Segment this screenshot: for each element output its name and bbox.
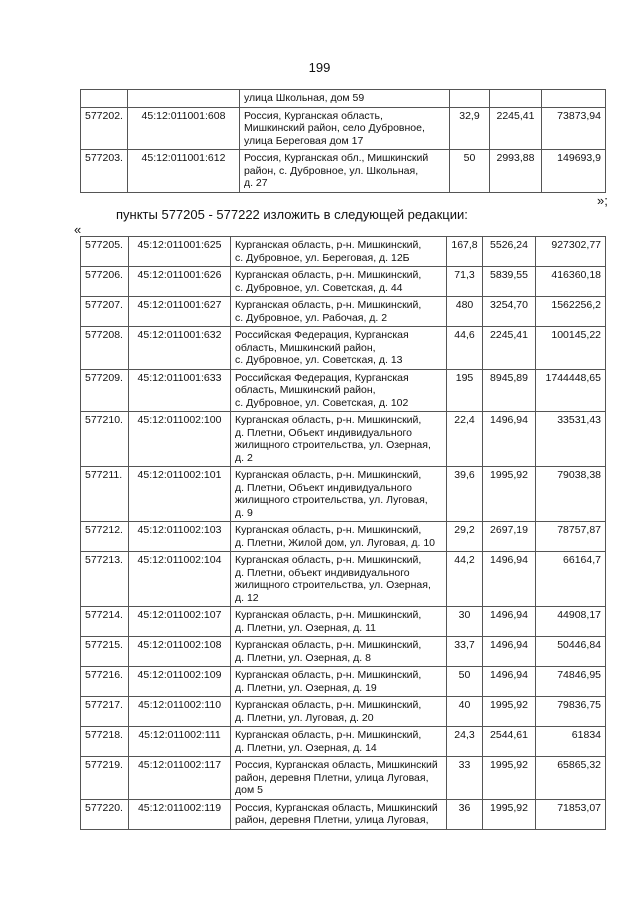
address-line: Курганская область, р-н. Мишкинский,	[235, 469, 422, 481]
table-row	[81, 327, 606, 370]
cell-area: 33,7	[447, 637, 483, 667]
table-row	[81, 267, 606, 297]
cell-cadastral-value: 50446,84	[536, 637, 606, 667]
cell-cadastral-value: 65865,32	[536, 757, 606, 800]
address-line: Российская Федерация, Курганская	[235, 329, 409, 341]
address-line: д. Плетни, Жилой дом, ул. Луговая, д. 10	[235, 536, 436, 549]
address-line: д. 9	[235, 506, 253, 519]
cell-rate: 5839,55	[483, 267, 536, 297]
address-line: д. 12	[235, 591, 259, 604]
cell-rate: 1496,94	[483, 637, 536, 667]
address-line: Россия, Курганская область,	[243, 109, 383, 122]
address-line: область, Мишкинский район,	[235, 384, 376, 396]
cell-cadastral-number: 45:12:011001:625	[129, 237, 231, 267]
cell-cadastral-value: 100145,22	[536, 327, 606, 370]
address-line: Курганская область, р-н. Мишкинский,	[235, 639, 422, 651]
cell-cadastral-value: 33531,43	[536, 412, 606, 467]
cell-item-number: 577203.	[81, 150, 128, 193]
cell-cadastral-value: 61834	[536, 727, 606, 757]
address-line: д. Плетни, Объект индивидуального	[235, 426, 412, 439]
cell-rate: 2993,88	[489, 150, 541, 193]
address-line: Курганская область, р-н. Мишкинский,	[235, 554, 422, 566]
table-row	[81, 107, 606, 150]
address-line: Мишкинский район, село Дубровное,	[243, 122, 425, 134]
cell-cadastral-number: 45:12:011002:119	[129, 799, 231, 829]
address-line: Россия, Курганская обл., Мишкинский	[243, 152, 429, 164]
cell-cadastral-number	[127, 90, 239, 108]
address-line: Россия, Курганская область, Мишкинский	[235, 801, 438, 814]
cell-address	[231, 237, 447, 267]
table-row	[81, 150, 606, 193]
cell-cadastral-number: 45:12:011001:626	[129, 267, 231, 297]
cell-cadastral-value: 1744448,65	[536, 369, 606, 412]
cell-address	[231, 267, 447, 297]
cell-address	[239, 90, 449, 108]
cell-cadastral-value: 44908,17	[536, 607, 606, 637]
cell-area: 32,9	[449, 107, 489, 150]
cell-rate: 1496,94	[483, 412, 536, 467]
cell-cadastral-number: 45:12:011001:632	[129, 327, 231, 370]
cell-address	[231, 757, 447, 800]
cell-rate	[489, 90, 541, 108]
cell-rate: 2544,61	[483, 727, 536, 757]
cell-cadastral-number: 45:12:011002:101	[129, 467, 231, 522]
address-line: с. Дубровное, ул. Рабочая, д. 2	[235, 311, 388, 324]
cell-address	[231, 327, 447, 370]
cell-cadastral-number: 45:12:011002:110	[129, 697, 231, 727]
cell-item-number: 577205.	[81, 237, 129, 267]
cell-address	[231, 412, 447, 467]
cell-address	[231, 667, 447, 697]
cell-area: 71,3	[447, 267, 483, 297]
address-line: Курганская область, р-н. Мишкинский,	[235, 524, 422, 536]
address-line: Курганская область, р-н. Мишкинский,	[235, 239, 422, 251]
page-number: 199	[308, 60, 331, 75]
table-amended-entries	[80, 236, 606, 830]
cell-rate: 3254,70	[483, 297, 536, 327]
address-line: Курганская область, р-н. Мишкинский,	[235, 729, 422, 741]
cell-rate: 1995,92	[483, 799, 536, 829]
address-line: улица Береговая дом 17	[243, 134, 364, 147]
cell-address	[231, 607, 447, 637]
cell-area: 33	[447, 757, 483, 800]
cell-item-number: 577219.	[81, 757, 129, 800]
cell-cadastral-value: 416360,18	[536, 267, 606, 297]
cell-cadastral-number: 45:12:011001:633	[129, 369, 231, 412]
cell-rate: 1995,92	[483, 467, 536, 522]
address-line: д. Плетни, ул. Озерная, д. 14	[235, 741, 377, 754]
cell-rate: 1496,94	[483, 607, 536, 637]
cell-cadastral-value: 66164,7	[536, 552, 606, 607]
address-line: с. Дубровное, ул. Советская, д. 44	[235, 281, 403, 294]
address-line: д. Плетни, ул. Озерная, д. 11	[235, 621, 376, 634]
cell-address	[231, 697, 447, 727]
cell-rate: 5526,24	[483, 237, 536, 267]
address-line: район, деревня Плетни, улица Луговая,	[235, 814, 429, 826]
table-row	[81, 637, 606, 667]
cell-item-number: 577220.	[81, 799, 129, 829]
cell-cadastral-number: 45:12:011002:109	[129, 667, 231, 697]
address-line: Россия, Курганская область, Мишкинский	[235, 759, 438, 771]
address-line: Курганская область, р-н. Мишкинский,	[235, 414, 422, 426]
cell-cadastral-value: 79038,38	[536, 467, 606, 522]
amendment-instruction: пункты 577205 - 577222 изложить в следующей редакции:	[116, 207, 468, 222]
address-line: дом 5	[235, 784, 263, 796]
cell-cadastral-value: 74846,95	[536, 667, 606, 697]
address-line: д. 27	[243, 177, 268, 189]
cell-area: 36	[447, 799, 483, 829]
table-row	[81, 757, 606, 800]
cell-cadastral-value: 71853,07	[536, 799, 606, 829]
table-previous-entries	[80, 89, 606, 193]
cell-rate: 2245,41	[489, 107, 541, 150]
cell-cadastral-number: 45:12:011001:612	[127, 150, 239, 193]
cell-cadastral-number: 45:12:011002:111	[129, 727, 231, 757]
cell-rate: 1496,94	[483, 667, 536, 697]
cell-cadastral-number: 45:12:011002:107	[129, 607, 231, 637]
cell-area: 50	[447, 667, 483, 697]
address-line: с. Дубровное, ул. Советская, д. 102	[235, 396, 409, 409]
cell-rate: 2697,19	[483, 522, 536, 552]
cell-address	[231, 467, 447, 522]
address-line: район, с. Дубровное, ул. Школьная,	[243, 164, 419, 177]
table-row	[81, 412, 606, 467]
table-row	[81, 297, 606, 327]
cell-cadastral-number: 45:12:011002:108	[129, 637, 231, 667]
cell-cadastral-value: 1562256,2	[536, 297, 606, 327]
cell-item-number: 577212.	[81, 522, 129, 552]
cell-address	[231, 637, 447, 667]
address-line: Курганская область, р-н. Мишкинский,	[235, 299, 422, 311]
cell-cadastral-value	[541, 90, 605, 108]
address-line: д. Плетни, ул. Озерная, д. 19	[235, 681, 377, 694]
cell-item-number: 577215.	[81, 637, 129, 667]
cell-address	[231, 369, 447, 412]
cell-rate: 2245,41	[483, 327, 536, 370]
cell-rate: 1995,92	[483, 697, 536, 727]
cell-item-number: 577208.	[81, 327, 129, 370]
cell-address	[231, 522, 447, 552]
address-line: район, деревня Плетни, улица Луговая,	[235, 771, 429, 784]
address-line: Курганская область, р-н. Мишкинский,	[235, 269, 422, 281]
cell-area: 30	[447, 607, 483, 637]
address-line: Российская Федерация, Курганская	[235, 371, 409, 384]
address-line: Курганская область, р-н. Мишкинский,	[235, 699, 422, 711]
cell-address	[231, 552, 447, 607]
address-line: Курганская область, р-н. Мишкинский,	[235, 609, 422, 621]
table-row	[81, 667, 606, 697]
address-line: жилищного строительства, ул. Озерная,	[235, 439, 431, 451]
cell-cadastral-number: 45:12:011002:100	[129, 412, 231, 467]
cell-area: 44,6	[447, 327, 483, 370]
opening-quote: «	[74, 222, 82, 237]
cell-area: 50	[449, 150, 489, 193]
cell-cadastral-value: 149693,9	[541, 150, 605, 193]
cell-item-number: 577210.	[81, 412, 129, 467]
address-line: жилищного строительства, ул. Луговая,	[235, 494, 428, 506]
address-line: Курганская область, р-н. Мишкинский,	[235, 669, 422, 681]
cell-area: 29,2	[447, 522, 483, 552]
cell-address	[239, 107, 449, 150]
cell-area: 22,4	[447, 412, 483, 467]
table-row	[81, 799, 606, 829]
cell-cadastral-value: 927302,77	[536, 237, 606, 267]
cell-area: 44,2	[447, 552, 483, 607]
table-row	[81, 369, 606, 412]
cell-cadastral-value: 79836,75	[536, 697, 606, 727]
address-line: с. Дубровное, ул. Береговая, д. 12Б	[235, 251, 410, 264]
cell-item-number: 577218.	[81, 727, 129, 757]
table-row	[81, 607, 606, 637]
cell-cadastral-number: 45:12:011002:104	[129, 552, 231, 607]
address-line: д. Плетни, Объект индивидуального	[235, 481, 412, 494]
cell-area: 167,8	[447, 237, 483, 267]
cell-rate: 1496,94	[483, 552, 536, 607]
table-row	[81, 727, 606, 757]
address-line: д. 2	[235, 451, 253, 464]
cell-item-number: 577202.	[81, 107, 128, 150]
cell-area: 40	[447, 697, 483, 727]
cell-area: 195	[447, 369, 483, 412]
cell-item-number: 577217.	[81, 697, 129, 727]
cell-item-number: 577214.	[81, 607, 129, 637]
cell-cadastral-value: 73873,94	[541, 107, 605, 150]
cell-rate: 1995,92	[483, 757, 536, 800]
address-line: д. Плетни, объект индивидуального	[235, 566, 410, 579]
cell-area: 24,3	[447, 727, 483, 757]
cell-item-number	[81, 90, 128, 108]
cell-address	[239, 150, 449, 193]
address-line: жилищного строительства, ул. Озерная,	[235, 579, 431, 591]
table-row	[81, 237, 606, 267]
table-row	[81, 697, 606, 727]
cell-area	[449, 90, 489, 108]
cell-rate: 8945,89	[483, 369, 536, 412]
cell-cadastral-number: 45:12:011002:103	[129, 522, 231, 552]
cell-item-number: 577211.	[81, 467, 129, 522]
table-row	[81, 467, 606, 522]
address-line: д. Плетни, ул. Луговая, д. 20	[235, 711, 374, 724]
address-line: улица Школьная, дом 59	[243, 92, 365, 104]
address-line: д. Плетни, ул. Озерная, д. 8	[235, 651, 371, 664]
cell-item-number: 577213.	[81, 552, 129, 607]
cell-address	[231, 727, 447, 757]
cell-cadastral-value: 78757,87	[536, 522, 606, 552]
cell-item-number: 577209.	[81, 369, 129, 412]
cell-cadastral-number: 45:12:011002:117	[129, 757, 231, 800]
closing-quote: »;	[597, 193, 608, 208]
cell-address	[231, 799, 447, 829]
cell-item-number: 577207.	[81, 297, 129, 327]
cell-area: 480	[447, 297, 483, 327]
cell-cadastral-number: 45:12:011001:627	[129, 297, 231, 327]
table-row	[81, 552, 606, 607]
table-row	[81, 522, 606, 552]
cell-item-number: 577206.	[81, 267, 129, 297]
table-row	[81, 90, 606, 108]
address-line: область, Мишкинский район,	[235, 341, 376, 354]
cell-item-number: 577216.	[81, 667, 129, 697]
cell-cadastral-number: 45:12:011001:608	[127, 107, 239, 150]
address-line: с. Дубровное, ул. Советская, д. 13	[235, 354, 403, 366]
cell-address	[231, 297, 447, 327]
cell-area: 39,6	[447, 467, 483, 522]
